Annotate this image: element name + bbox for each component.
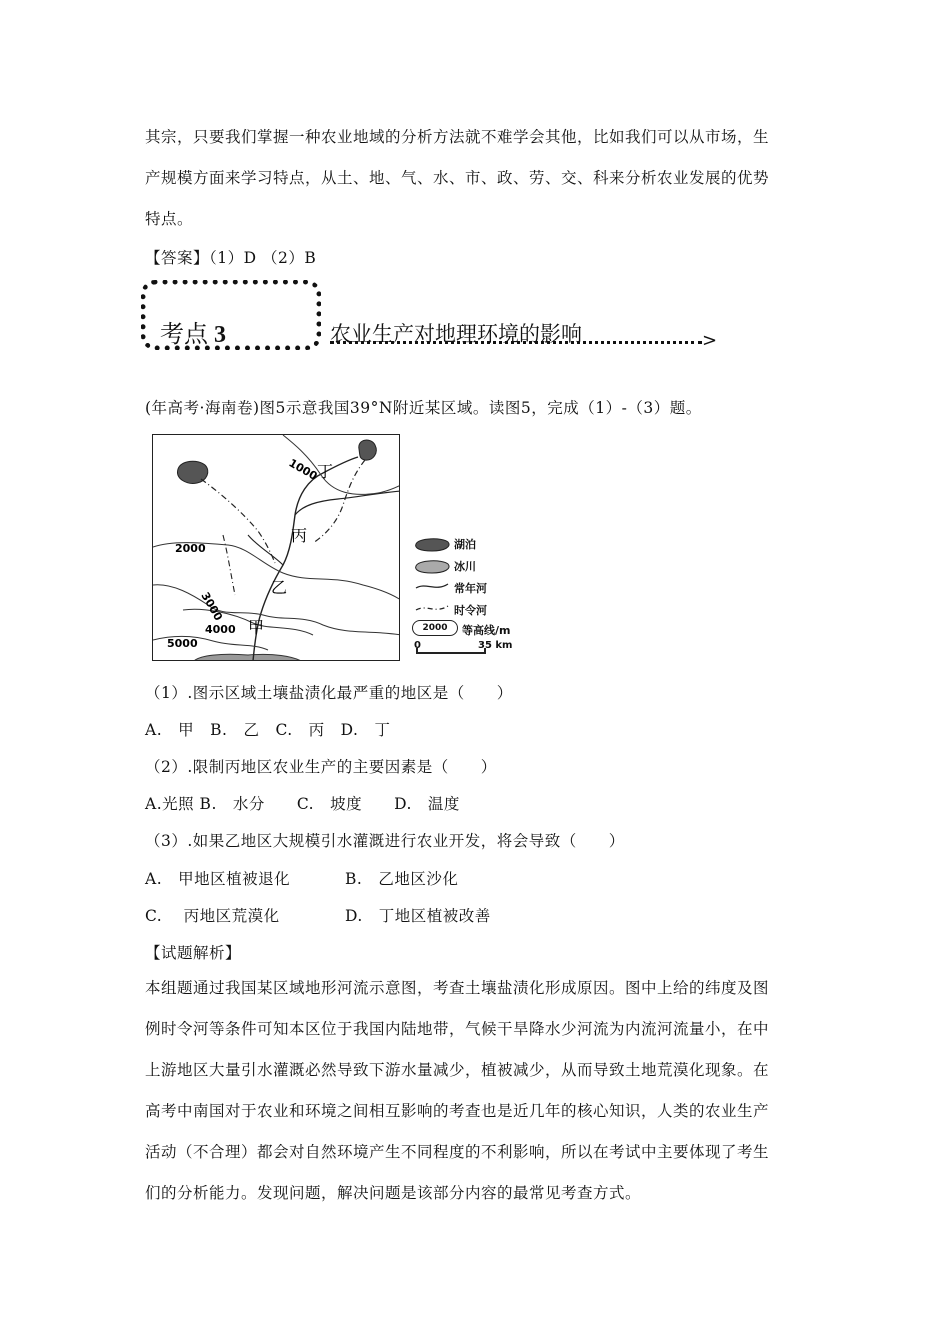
contour-label: 2000 [175, 542, 206, 555]
perennial-river-icon [416, 584, 448, 588]
legend-label-lake: 湖泊 [454, 538, 476, 551]
contour-icon: 2000 [412, 620, 458, 636]
legend-label-perennial: 常年河 [454, 582, 487, 595]
section-arrow: > [702, 330, 718, 351]
analysis-line-3: 上游地区大量引水灌溉必然导致下游水量减少，植被减少，从而导致土地荒漠化现象。在 [145, 1061, 770, 1079]
glacier-icon [193, 654, 303, 661]
seasonal-river-icon [416, 606, 448, 610]
question-1-options: A. 甲 B. 乙 C. 丙 D. 丁 [145, 721, 391, 739]
question-3-option-c: C. 丙地区荒漠化 [145, 907, 280, 925]
section-label-number: 3 [214, 322, 226, 348]
lake-icon [416, 539, 449, 551]
intro-line-1: 其宗，只要我们掌握一种农业地域的分析方法就不难学会其他，比如我们可以从市场，生 [145, 128, 770, 146]
analysis-line-2: 例时令河等条件可知本区位于我国内陆地带，气候干旱降水少河流为内流河流量小，在中 [145, 1020, 770, 1038]
question-intro: (年高考·海南卷)图5示意我国39°N附近某区域。读图5，完成（1）-（3）题。 [145, 399, 702, 417]
question-3-option-a: A. 甲地区植被退化 [145, 870, 291, 888]
section-title: 农业生产对地理环境的影响 [330, 322, 582, 346]
legend-icons [412, 534, 452, 634]
scale-bar [416, 652, 486, 654]
seasonal-river [223, 535, 235, 595]
question-2-options: A.光照 B. 水分 C. 坡度 D. 温度 [145, 795, 460, 813]
analysis-heading: 【试题解析】 [145, 944, 242, 962]
scale-start-label: 0 [414, 640, 421, 651]
contour-label: 1000 [286, 456, 320, 483]
section-dotted-line [330, 341, 702, 344]
map-legend [412, 534, 562, 664]
intro-line-2: 产规模方面来学习特点，从土、地、气、水、市、政、劳、交、科来分析农业发展的优势 [145, 169, 770, 187]
question-3-option-b: B. 乙地区沙化 [345, 870, 459, 888]
analysis-line-5: 活动（不合理）都会对自然环境产生不同程度的不利影响，所以在考试中主要体现了考生 [145, 1143, 770, 1161]
glacier-icon [416, 561, 449, 573]
legend-label-contour: 等高线/m [462, 624, 511, 637]
legend-label-seasonal: 时令河 [454, 604, 487, 617]
question-1-stem: （1）.图示区域土壤盐渍化最严重的地区是（ ） [145, 684, 513, 702]
map-figure [152, 434, 400, 661]
analysis-line-1: 本组题通过我国某区域地形河流示意图，考查土壤盐渍化形成原因。图中上给的纬度及图 [145, 979, 770, 997]
place-label: 甲 [248, 618, 265, 637]
contour-label: 5000 [167, 637, 198, 650]
answer-line: 【答案】（1）D （2）B [145, 249, 317, 267]
section-label-prefix: 考点 [160, 322, 208, 348]
contour-label: 4000 [205, 623, 236, 636]
map-drawing [153, 435, 400, 661]
lake-icon [359, 440, 376, 460]
scale-end-label: 35 km [478, 640, 513, 651]
perennial-river [248, 535, 283, 565]
perennial-river [295, 491, 400, 515]
question-3-option-d: D. 丁地区植被改善 [345, 907, 491, 925]
contour-label: 3000 [198, 590, 225, 624]
seasonal-river [201, 479, 275, 563]
place-label: 乙 [271, 578, 288, 597]
question-2-stem: （2）.限制丙地区农业生产的主要因素是（ ） [145, 758, 497, 776]
intro-line-3: 特点。 [145, 210, 194, 228]
section-label [160, 314, 226, 349]
question-3-stem: （3）.如果乙地区大规模引水灌溉进行农业开发，将会导致（ ） [145, 832, 625, 850]
analysis-line-4: 高考中南国对于农业和环境之间相互影响的考查也是近几年的核心知识，人类的农业生产 [145, 1102, 770, 1120]
analysis-line-6: 们的分析能力。发现问题，解决问题是该部分内容的最常见考查方式。 [145, 1184, 642, 1202]
place-label: 丙 [291, 526, 308, 545]
legend-label-glacier: 冰川 [454, 560, 476, 573]
place-label: 丁 [317, 462, 334, 481]
